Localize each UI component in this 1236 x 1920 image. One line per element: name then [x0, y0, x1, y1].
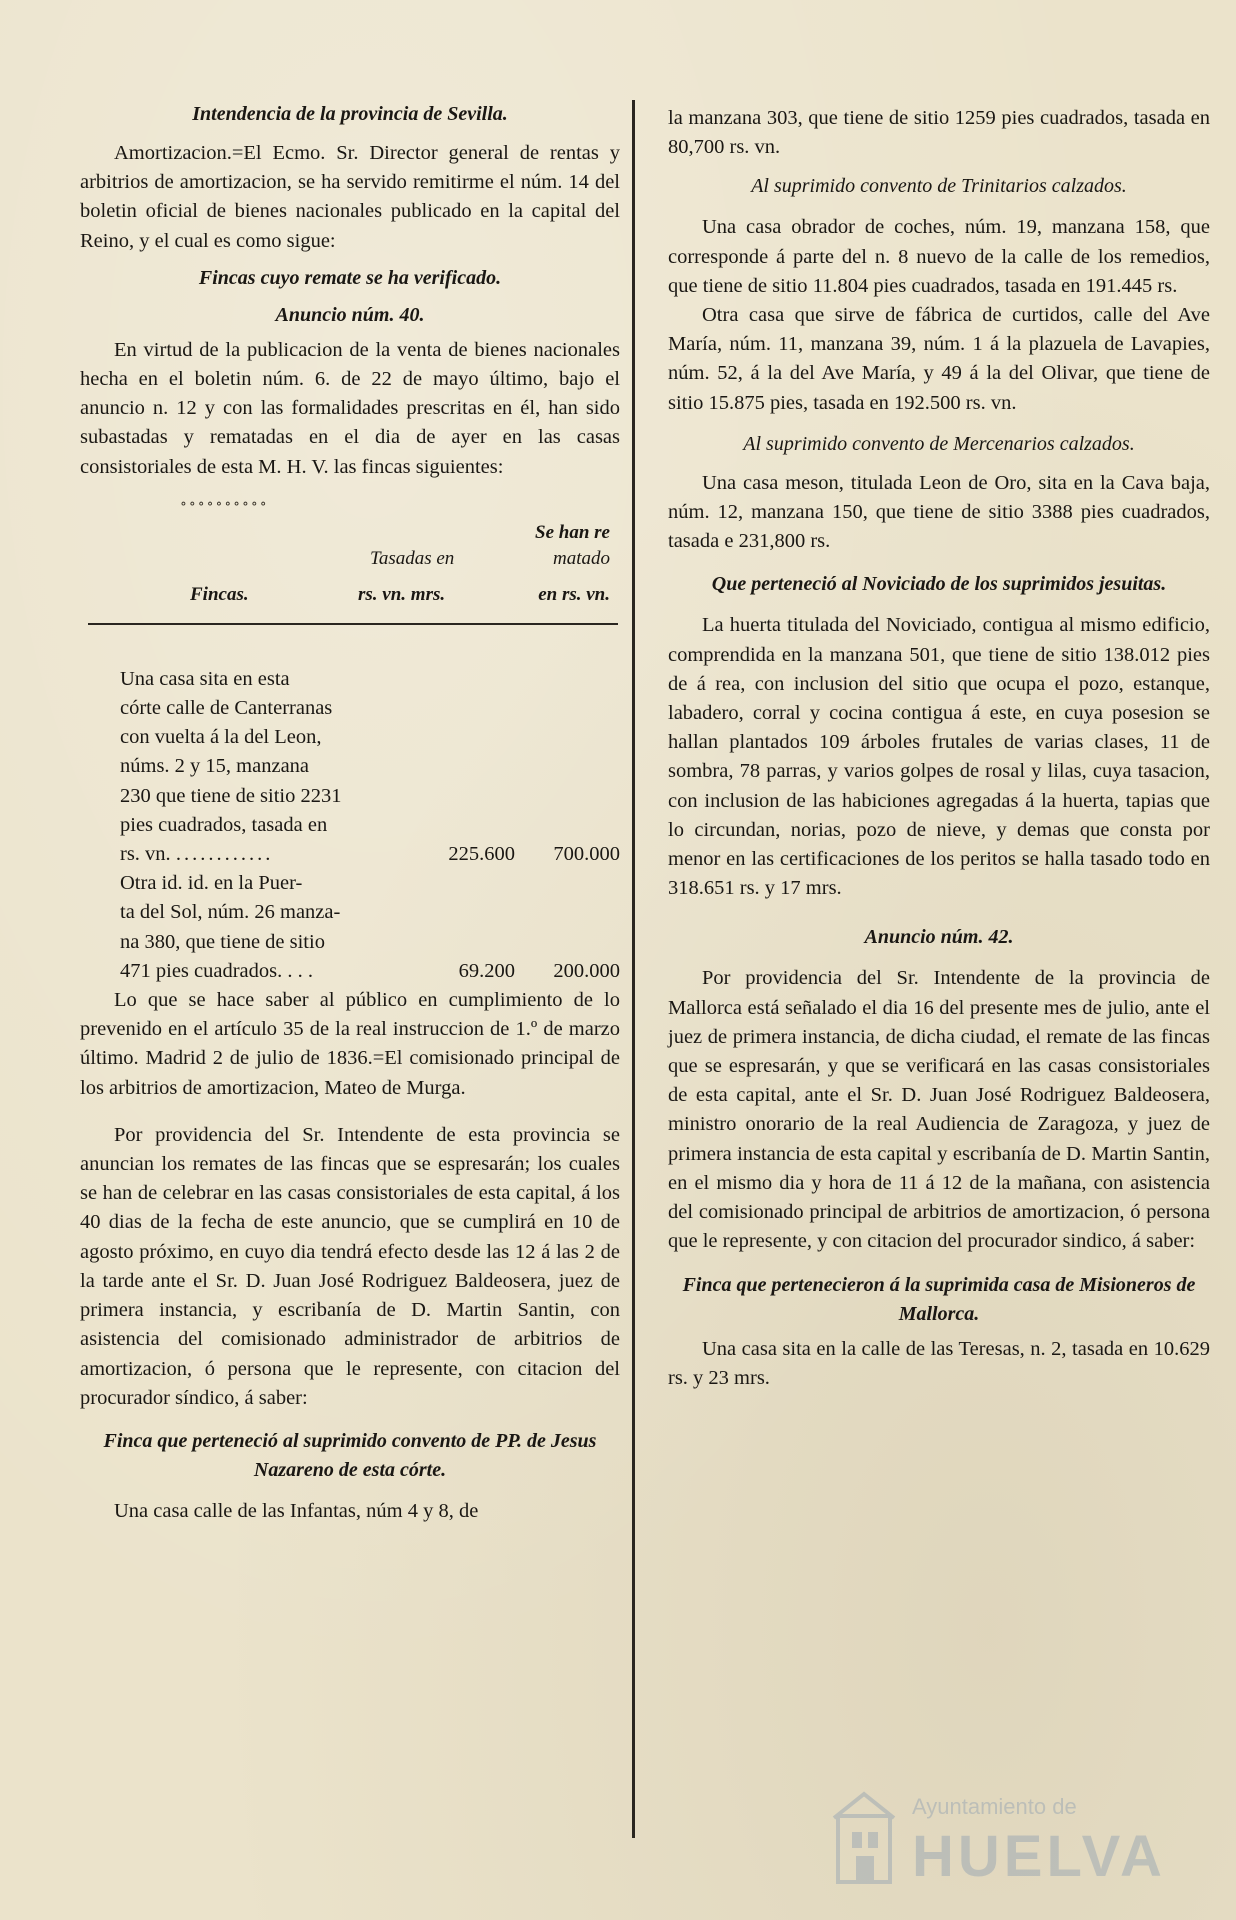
- subheading-trinitarios: Al suprimido convento de Trinitarios calzados.: [751, 175, 1127, 198]
- subheading-finca-pp: Finca que perteneció al suprimido convento de PP. de Jesus Nazareno de esta córte.: [103, 1429, 597, 1481]
- paragraph: Por providencia del Sr. Intendente de esta provincia se anuncian los remates de las fincas que se espresarán; los cuales se han de celebrar en las casas consistoriales de esta capital, á los 40 dias de la fecha de este anuncio, que se cumplirá en 10 de agosto próximo, en cuyo dia tendrá efecto desde las 12 á las 2 de la tarde ante el Sr. D. Juan José Rodriguez Baldeosera, juez de primera instancia, y escribanía de D. Martin Santin, con asistencia del comisionado administrador de arbitrios de amortizacion, ó persona que le represente, con citacion del procurador síndico, á saber:: [80, 1123, 620, 1409]
- right-column: [668, 96, 1210, 1393]
- row-text: pies cuadrados, tasada en: [120, 813, 328, 836]
- subheading-anuncio: Anuncio núm. 42.: [864, 926, 1014, 949]
- column-divider: [632, 100, 635, 1838]
- row-text: 471 pies cuadrados. . . .: [120, 959, 313, 982]
- leader-dots: ............: [175, 843, 274, 866]
- row-text: Una casa sita en esta: [120, 667, 290, 690]
- watermark-line1: Ayuntamiento de: [912, 1794, 1077, 1819]
- row-text: con vuelta á la del Leon,: [120, 726, 322, 749]
- paragraph: Amortizacion.=El Ecmo. Sr. Director general de rentas y arbitrios de amortizacion, se ha servido remitirme el núm. 14 del boletin oficial de bienes nacionales publicado en la capital del Reino, y el cual es como sigue:: [80, 142, 620, 252]
- building-icon: [834, 1794, 894, 1882]
- paragraph: Lo que se hace saber al público en cumplimiento de lo prevenido en el artículo 35 de la real instruccion de 1.º de marzo último. Madrid 2 de julio de 1836.=El comisionado principal de los arbitrios de amortizacion, Mateo de Murga.: [80, 989, 620, 1099]
- header-rematado-1: Se han re: [535, 521, 610, 543]
- row-rematado: 700.000: [553, 843, 620, 866]
- row-text: córte calle de Canterranas: [120, 697, 333, 720]
- header-rematado-2: matado: [553, 547, 610, 569]
- row-text: Otra id. id. en la Puer-: [120, 872, 303, 895]
- watermark-line2: HUELVA: [912, 1824, 1166, 1889]
- paragraph: Una casa sita en la calle de las Teresas, n. 2, tasada en 10.629 rs. y 23 mrs.: [668, 1337, 1210, 1389]
- row-text: rs. vn.: [120, 843, 171, 866]
- subheading-misioneros: Finca que pertenecieron á la suprimida casa de Misioneros de Mallorca.: [682, 1273, 1196, 1325]
- row-text: 230 que tiene de sitio 2231: [120, 784, 342, 807]
- paragraph: Una casa meson, titulada Leon de Oro, sita en la Cava baja, núm. 12, manzana 150, que tiene de sitio 3388 pies cuadrados, tasada e 231,800 rs.: [668, 471, 1210, 553]
- row-text: ta del Sol, núm. 26 manza-: [120, 901, 341, 924]
- ornament: ∘∘∘∘∘∘∘∘∘∘: [180, 496, 269, 512]
- left-column: [80, 96, 620, 1526]
- subheading-mercenarios: Al suprimido convento de Mercenarios calzados.: [743, 432, 1135, 455]
- paragraph: Una casa calle de las Infantas, núm 4 y 8, de: [114, 1499, 479, 1522]
- table-header: [80, 519, 620, 615]
- header-rs-mrs: rs. vn. mrs.: [358, 583, 446, 605]
- row-tasada: 69.200: [458, 959, 515, 982]
- paragraph: Una casa obrador de coches, núm. 19, manzana 158, que corresponde á parte del n. 8 nuevo de la calle de los remedios, que tiene de sitio 11.804 pies cuadrados, tasada en 191.445 rs.: [668, 216, 1210, 297]
- row-text: núms. 2 y 15, manzana: [120, 755, 310, 778]
- row-rematado: 200.000: [553, 959, 620, 982]
- table-row: [80, 869, 620, 986]
- header-en-rs: en rs. vn.: [538, 583, 610, 605]
- table-row: [80, 665, 620, 869]
- paragraph: En virtud de la publicacion de la venta de bienes nacionales hecha en el boletin núm. 6. de 22 de mayo último, bajo el anuncio n. 12 y con las formalidades prescritas en él, han sido subastadas y rematadas en el dia de ayer en las casas consistoriales de esta M. H. V. las fincas siguientes:: [80, 338, 620, 478]
- paragraph: Por providencia del Sr. Intendente de la provincia de Mallorca está señalado el dia 16 del presente mes de julio, ante el juez de primera instancia, de dicha ciudad, el remate de las fincas que se espresarán, y que se verificará en las casas consistoriales de esta capital, ante el Sr. D. Juan José Rodriguez Baldeosera, ministro onorario de la real Audiencia de Zaragoza, y juez de primera instancia de esta capital y escribanía de D. Martin Santin, en el mismo dia y hora de 11 á 12 de la mañana, con asistencia del comisionado principal de arbitrios de amortizacion, ó persona que le represente, y con citacion del procurador sindico, á saber:: [668, 967, 1210, 1253]
- paragraph: la manzana 303, que tiene de sitio 1259 pies cuadrados, tasada en 80,700 rs. vn.: [668, 107, 1210, 159]
- section-title: Intendencia de la provincia de Sevilla.: [192, 103, 508, 125]
- table-rule: [88, 623, 618, 625]
- subheading-fincas: Fincas cuyo remate se ha verificado.: [198, 266, 502, 289]
- paragraph: La huerta titulada del Noviciado, contigua al mismo edificio, comprendida en la manzana 501, que tiene de sitio 138.012 pies de á rea, con inclusion del sitio que ocupa el pozo, estanque, labadero, corral y cocina contigua á este, en cuya posesion se hallan plantados 109 árboles frutales de varias clases, 11 de sombra, 78 parras, y varios golpes de rosal y lilas, cuya tasacion, con inclusion de las habiciones agregadas á la huerta, tapias que lo circundan, norias, pozo de nieve, y demas que consta por menor en las certificaciones de los peritos se halla tasado todo en 318.651 rs. y 17 mrs.: [668, 614, 1210, 900]
- row-text: na 380, que tiene de sitio: [120, 930, 325, 953]
- subheading-noviciado: Que perteneció al Noviciado de los suprimidos jesuitas.: [711, 573, 1167, 596]
- archive-watermark: [830, 1780, 1210, 1900]
- paragraph: Otra casa que sirve de fábrica de curtidos, calle del Ave María, núm. 11, manzana 39, núm. 1 á la plazuela de Lavapies, núm. 52, á la del Ave María, y 49 á la del Olivar, que tiene de sitio 15.875 pies, tasada en 192.500 rs. vn.: [668, 304, 1210, 414]
- header-tasadas: Tasadas en: [370, 547, 455, 569]
- subheading-anuncio: Anuncio núm. 40.: [275, 303, 425, 326]
- header-fincas: Fincas.: [190, 583, 249, 605]
- row-tasada: 225.600: [448, 843, 515, 866]
